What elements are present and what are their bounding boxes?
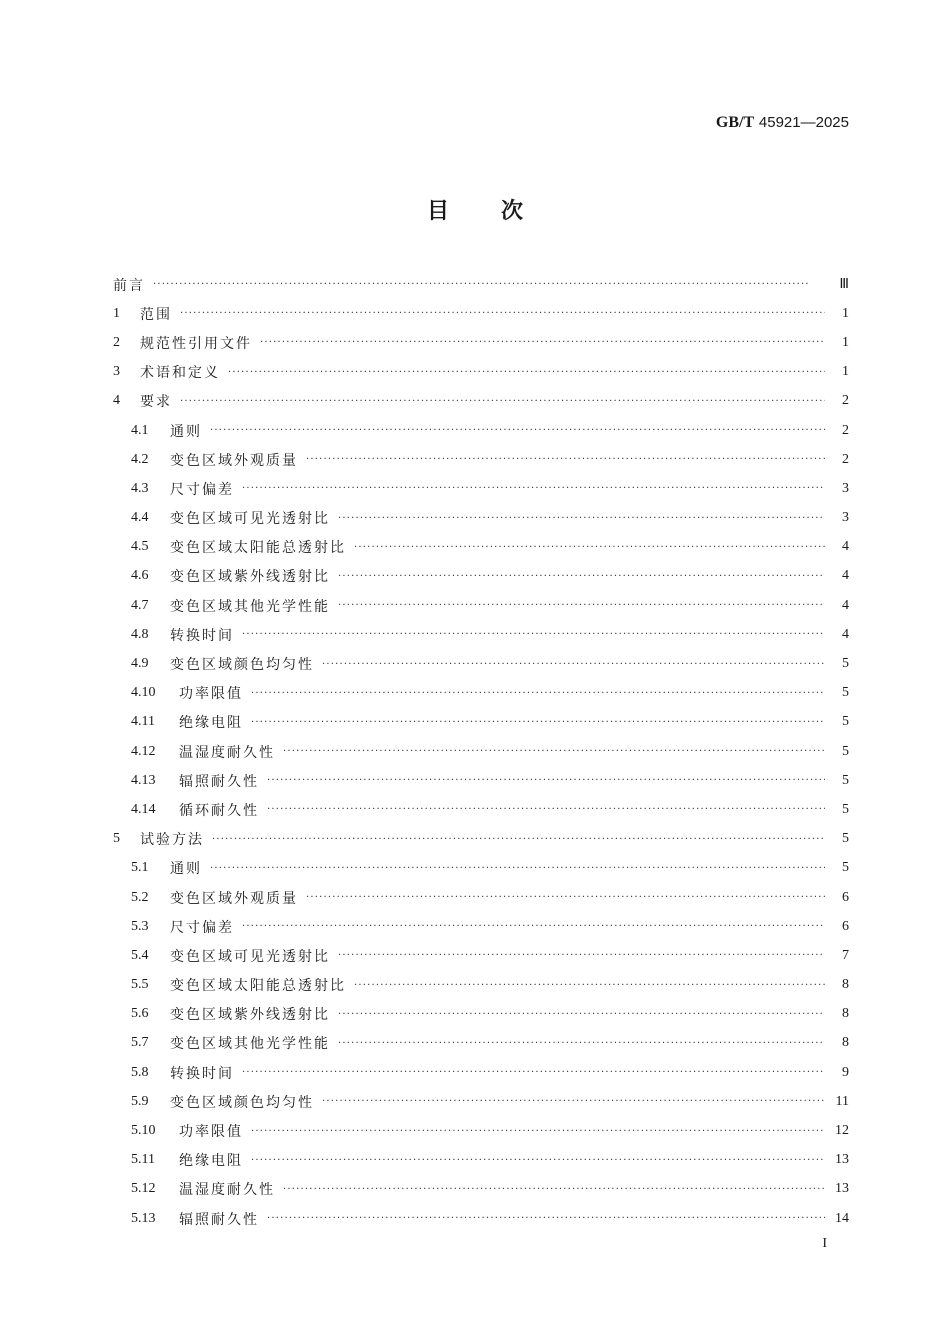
standard-prefix: GB/T [715,114,755,131]
toc-entry-page: 2 [842,393,849,409]
toc-entry-number: 4 [113,393,120,409]
toc-entry[interactable] [113,620,849,649]
toc-entry-page: 5 [842,772,849,788]
dot-leader [338,1038,825,1049]
toc-entry-number: 5.8 [131,1064,149,1080]
toc-entry-page: 5 [842,714,849,730]
toc-entry-label: 转换时间 [170,1065,234,1082]
dot-leader [260,337,825,348]
toc-entry-number: 5 [113,831,120,847]
toc-entry-number: 5.10 [131,1123,156,1139]
toc-entry-page: 4 [842,626,849,642]
toc-entry[interactable] [113,795,849,824]
toc-entry-label: 变色区域太阳能总透射比 [170,978,346,995]
toc-entry-label: 变色区域外观质量 [170,890,298,907]
toc-entry-page: 4 [842,568,849,584]
dot-leader [267,804,825,815]
toc-entry[interactable] [113,737,849,766]
toc-entry-number: 4.6 [131,568,149,584]
toc-entry-label: 规范性引用文件 [140,335,252,352]
toc-entry-label: 变色区域外观质量 [170,452,298,469]
toc-entry-label: 术语和定义 [140,365,220,382]
toc-entry-label: 通则 [170,861,202,878]
toc-entry-number: 4.12 [131,743,156,759]
dot-leader [306,892,825,903]
toc-entry-page: 2 [842,451,849,467]
toc-entry-page: Ⅲ [839,277,849,293]
toc-entry-page: 2 [842,422,849,438]
toc-entry-label: 通则 [170,423,202,440]
toc-entry-page: 9 [842,1064,849,1080]
toc-entry-label: 试验方法 [140,832,204,849]
dot-leader [242,1067,825,1078]
toc-entry-number: 4.4 [131,510,149,526]
toc-entry[interactable] [113,1204,849,1233]
dot-leader [338,1009,825,1020]
dot-leader [251,1155,825,1166]
toc-entry[interactable] [113,941,849,970]
toc-entry[interactable] [113,854,849,883]
dot-leader [242,629,825,640]
toc-entry[interactable] [113,474,849,503]
dot-leader [180,396,825,407]
dot-leader [338,950,825,961]
toc-entry[interactable] [113,679,849,708]
dot-leader [354,542,825,553]
toc-entry-label: 变色区域可见光透射比 [170,948,330,965]
toc-entry-number: 5.2 [131,889,149,905]
dot-leader [267,1213,825,1224]
toc-entry[interactable] [113,1029,849,1058]
toc-entry-label: 前言 [113,277,145,294]
dot-leader [322,659,825,670]
toc-entry[interactable] [113,591,849,620]
toc-entry[interactable] [113,883,849,912]
toc-entry[interactable] [113,1087,849,1116]
dot-leader [251,1126,825,1137]
toc-entry-label: 要求 [140,394,172,411]
toc-entry-number: 5.11 [131,1152,155,1168]
toc-entry-page: 11 [835,1093,849,1109]
toc-entry[interactable] [113,562,849,591]
toc-entry[interactable] [113,416,849,445]
toc-entry-number: 5.12 [131,1181,156,1197]
toc-entry-number: 4.2 [131,451,149,467]
toc-entry-page: 8 [842,977,849,993]
toc-entry-page: 12 [835,1123,849,1139]
toc-entry-label: 绝缘电阻 [179,1153,243,1170]
toc-entry-label: 辐照耐久性 [179,1211,259,1228]
dot-leader [251,688,825,699]
toc-entry-page: 8 [842,1006,849,1022]
toc-entry[interactable] [113,766,849,795]
toc-entry[interactable] [113,504,849,533]
toc-entry-label: 范围 [140,306,172,323]
toc-entry[interactable] [113,971,849,1000]
page-title: 目次 [426,198,575,224]
toc-entry[interactable] [113,1116,849,1145]
dot-leader [354,980,825,991]
dot-leader [153,279,825,290]
dot-leader [306,454,825,465]
toc-entry-number: 4.13 [131,772,156,788]
toc-entry-label: 转换时间 [170,627,234,644]
toc-entry-number: 4.3 [131,480,149,496]
toc-entry-page: 5 [842,801,849,817]
toc-entry-label: 循环耐久性 [179,802,259,819]
page-number: I [822,1236,827,1251]
dot-leader [267,775,825,786]
toc-entry-number: 5.9 [131,1093,149,1109]
dot-leader [210,863,825,874]
toc-entry-page: 1 [842,364,849,380]
standard-code: 45921—2025 [758,114,849,131]
dot-leader [338,571,825,582]
toc-entry-label: 温湿度耐久性 [179,1182,275,1199]
toc-entry-number: 5.13 [131,1210,156,1226]
dot-leader [283,1184,825,1195]
toc-entry-label: 变色区域颜色均匀性 [170,1094,314,1111]
toc-entry[interactable] [113,328,849,357]
toc-entry-number: 4.1 [131,422,149,438]
dot-leader [338,513,825,524]
dot-leader [228,367,825,378]
toc-entry-number: 4.7 [131,597,149,613]
toc-entry-label: 变色区域紫外线透射比 [170,1007,330,1024]
dot-leader [242,921,825,932]
toc-entry-page: 5 [842,685,849,701]
toc-entry[interactable] [113,387,849,416]
toc-entry-page: 4 [842,539,849,555]
toc-entry-page: 14 [835,1210,849,1226]
toc-entry-label: 辐照耐久性 [179,773,259,790]
toc-entry[interactable] [113,1175,849,1204]
toc-entry-number: 1 [113,305,120,321]
toc-entry-number: 4.14 [131,801,156,817]
toc-entry-label: 变色区域太阳能总透射比 [170,540,346,557]
toc-entry-page: 5 [842,743,849,759]
toc-entry-label: 变色区域紫外线透射比 [170,569,330,586]
dot-leader [322,1096,825,1107]
dot-leader [212,834,825,845]
toc-entry-number: 5.5 [131,977,149,993]
toc-entry-number: 4.9 [131,656,149,672]
dot-leader [338,600,825,611]
toc-entry-label: 变色区域可见光透射比 [170,511,330,528]
toc-entry[interactable] [113,533,849,562]
toc-entry-label: 变色区域其他光学性能 [170,598,330,615]
toc-entry-number: 4.8 [131,626,149,642]
toc-entry-number: 5.4 [131,947,149,963]
toc-entry[interactable] [113,825,849,854]
toc-entry[interactable] [113,445,849,474]
toc-entry-page: 4 [842,597,849,613]
toc-entry-number: 5.7 [131,1035,149,1051]
toc-entry-label: 变色区域其他光学性能 [170,1036,330,1053]
toc-entry-number: 5.6 [131,1006,149,1022]
dot-leader [180,308,825,319]
toc-entry-page: 5 [842,831,849,847]
dot-leader [210,425,825,436]
standard-number [716,113,849,132]
toc-entry[interactable] [113,1146,849,1175]
table-of-contents [113,270,849,1233]
toc-entry[interactable] [113,708,849,737]
toc-entry-page: 7 [842,947,849,963]
dot-leader [283,746,825,757]
toc-entry-page: 3 [842,480,849,496]
toc-entry[interactable] [113,649,849,678]
toc-entry-label: 尺寸偏差 [170,919,234,936]
toc-entry-number: 5.3 [131,918,149,934]
toc-entry-label: 尺寸偏差 [170,481,234,498]
toc-entry-label: 绝缘电阻 [179,715,243,732]
toc-entry[interactable] [113,1000,849,1029]
toc-entry-page: 6 [842,889,849,905]
toc-entry-label: 功率限值 [179,1124,243,1141]
toc-entry-number: 4.5 [131,539,149,555]
toc-entry-page: 5 [842,860,849,876]
toc-entry-page: 3 [842,510,849,526]
toc-entry-page: 8 [842,1035,849,1051]
toc-entry[interactable] [113,912,849,941]
toc-entry-number: 5.1 [131,860,149,876]
toc-entry-page: 1 [842,305,849,321]
dot-leader [242,483,825,494]
toc-entry-page: 13 [835,1181,849,1197]
dot-leader [251,717,825,728]
toc-entry-label: 功率限值 [179,686,243,703]
toc-entry[interactable] [113,358,849,387]
toc-entry-page: 6 [842,918,849,934]
toc-entry-number: 4.10 [131,685,156,701]
toc-entry-number: 4.11 [131,714,155,730]
toc-entry-number: 3 [113,364,120,380]
toc-entry-label: 温湿度耐久性 [179,744,275,761]
toc-entry-page: 1 [842,334,849,350]
toc-entry-page: 13 [835,1152,849,1168]
toc-entry-label: 变色区域颜色均匀性 [170,657,314,674]
toc-entry[interactable] [113,1058,849,1087]
toc-entry-number: 2 [113,334,120,350]
toc-entry-page: 5 [842,656,849,672]
toc-entry[interactable] [113,299,849,328]
toc-entry[interactable] [113,270,849,299]
